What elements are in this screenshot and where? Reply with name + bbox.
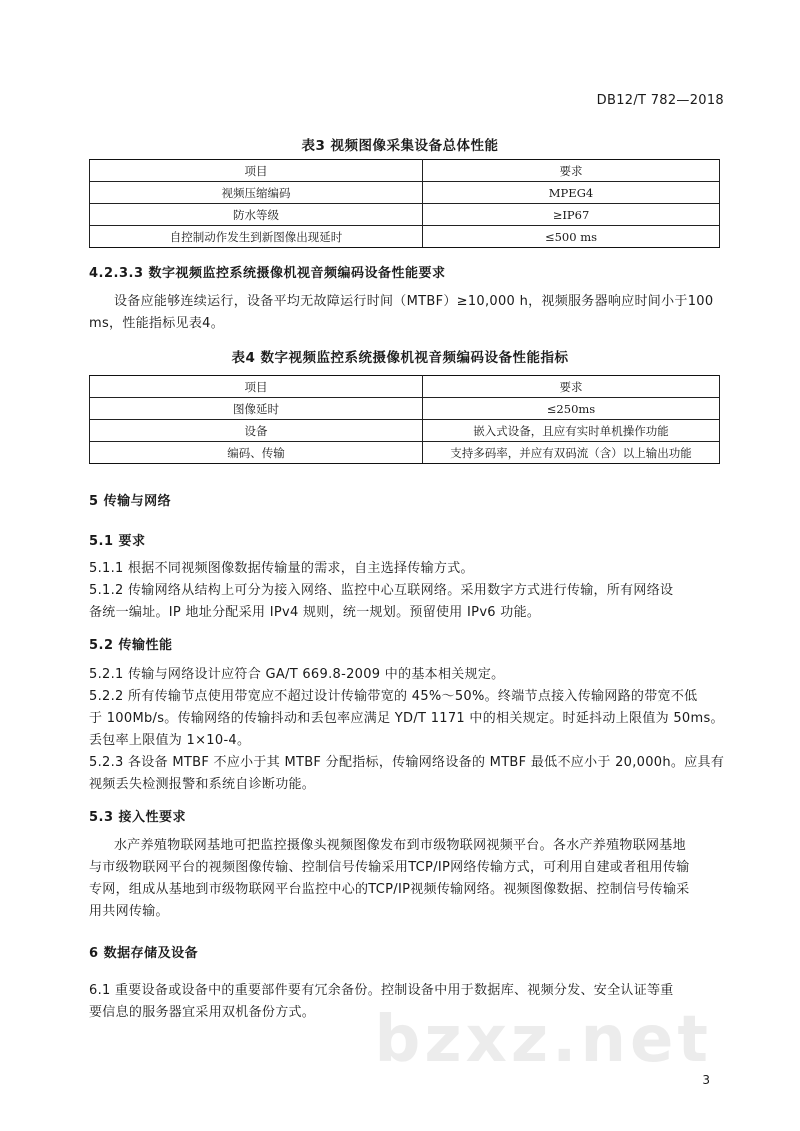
- table-header-row: [90, 376, 720, 398]
- table-header-cell: 项目: [90, 160, 423, 182]
- table-cell: 视频压缩编码: [90, 182, 423, 204]
- table3-caption: 表3 视频图像采集设备总体性能: [301, 138, 499, 154]
- paragraph-line: 于 100Mb/s。传输网络的传输抖动和丢包率应满足 YD/T 1171 中的相关规定。时延抖动上限值为 50ms。: [89, 711, 724, 726]
- table-row: [90, 420, 720, 442]
- paragraph-line: 专网，组成从基地到市级物联网平台监控中心的TCP/IP视频传输网络。视频图像数据、控制信号传输采: [89, 882, 690, 897]
- paragraph-line: 备统一编址。IP 地址分配采用 IPv4 规则，统一规划。预留使用 IPv6 功能。: [89, 605, 541, 620]
- table-row: [90, 204, 720, 226]
- paragraph-line: 5.2.2 所有传输节点使用带宽应不超过设计传输带宽的 45%～50%。终端节点接入传输网路的带宽不低: [89, 689, 698, 704]
- section-53-heading: 5.3 接入性要求: [89, 810, 187, 825]
- table-cell: MPEG4: [423, 182, 720, 204]
- table-cell: ≤500 ms: [423, 226, 720, 248]
- table3: [89, 159, 720, 248]
- table-row: [90, 398, 720, 420]
- table-row: [90, 182, 720, 204]
- table-cell: 编码、传输: [90, 442, 423, 464]
- paragraph-line: 5.1.1 根据不同视频图像数据传输量的需求，自主选择传输方式。: [89, 561, 474, 576]
- table-cell: 防水等级: [90, 204, 423, 226]
- table-header-cell: 要求: [423, 160, 720, 182]
- table-cell: 图像延时: [90, 398, 423, 420]
- section-5-heading: 5 传输与网络: [89, 494, 172, 509]
- table-cell: 嵌入式设备，且应有实时单机操作功能: [423, 420, 720, 442]
- table-header-cell: 项目: [90, 376, 423, 398]
- paragraph-line: 丢包率上限值为 1×10-4。: [89, 733, 251, 748]
- table-cell: 自控制动作发生到新图像出现延时: [90, 226, 423, 248]
- paragraph-line: 5.2.3 各设备 MTBF 不应小于其 MTBF 分配指标，传输网络设备的 MTBF 最低不应小于 20,000h。应具有: [89, 755, 725, 770]
- section-6-heading: 6 数据存储及设备: [89, 946, 199, 961]
- table-cell: 支持多码率，并应有双码流（含）以上输出功能: [423, 442, 720, 464]
- table-row: [90, 442, 720, 464]
- paragraph-line: 用共网传输。: [89, 904, 169, 919]
- section-52-heading: 5.2 传输性能: [89, 638, 173, 653]
- paragraph-line: 要信息的服务器宜采用双机备份方式。: [89, 1005, 316, 1020]
- paragraph-line: 5.1.2 传输网络从结构上可分为接入网络、监控中心互联网络。采用数字方式进行传输，所有网络设: [89, 583, 674, 598]
- section-4233-heading: 4.2.3.3 数字视频监控系统摄像机视音频编码设备性能要求: [89, 266, 446, 281]
- paragraph-line: 视频丢失检测报警和系统自诊断功能。: [89, 777, 316, 792]
- table4-caption: 表4 数字视频监控系统摄像机视音频编码设备性能指标: [231, 350, 569, 366]
- table-header-row: [90, 160, 720, 182]
- paragraph-line: 设备应能够连续运行，设备平均无故障运行时间（MTBF）≥10,000 h，视频服务器响应时间小于100: [114, 294, 714, 309]
- page-number: 3: [702, 1073, 710, 1087]
- table-cell: 设备: [90, 420, 423, 442]
- table4: [89, 375, 720, 464]
- section-51-heading: 5.1 要求: [89, 534, 146, 549]
- paragraph-line: 6.1 重要设备或设备中的重要部件要有冗余备份。控制设备中用于数据库、视频分发、安全认证等重: [89, 983, 674, 998]
- table-cell: ≤250ms: [423, 398, 720, 420]
- paragraph-line: 水产养殖物联网基地可把监控摄像头视频图像发布到市级物联网视频平台。各水产养殖物联网基地: [114, 838, 686, 853]
- table-cell: ≥IP67: [423, 204, 720, 226]
- table-row: [90, 226, 720, 248]
- watermark: bzxz.net: [374, 1003, 712, 1077]
- standard-code: DB12/T 782—2018: [596, 93, 724, 108]
- paragraph-line: ms，性能指标见表4。: [89, 316, 225, 331]
- paragraph-line: 5.2.1 传输与网络设计应符合 GA/T 669.8-2009 中的基本相关规定。: [89, 667, 505, 682]
- table-header-cell: 要求: [423, 376, 720, 398]
- paragraph-line: 与市级物联网平台的视频图像传输、控制信号传输采用TCP/IP网络传输方式，可利用自建或者租用传输: [89, 860, 690, 875]
